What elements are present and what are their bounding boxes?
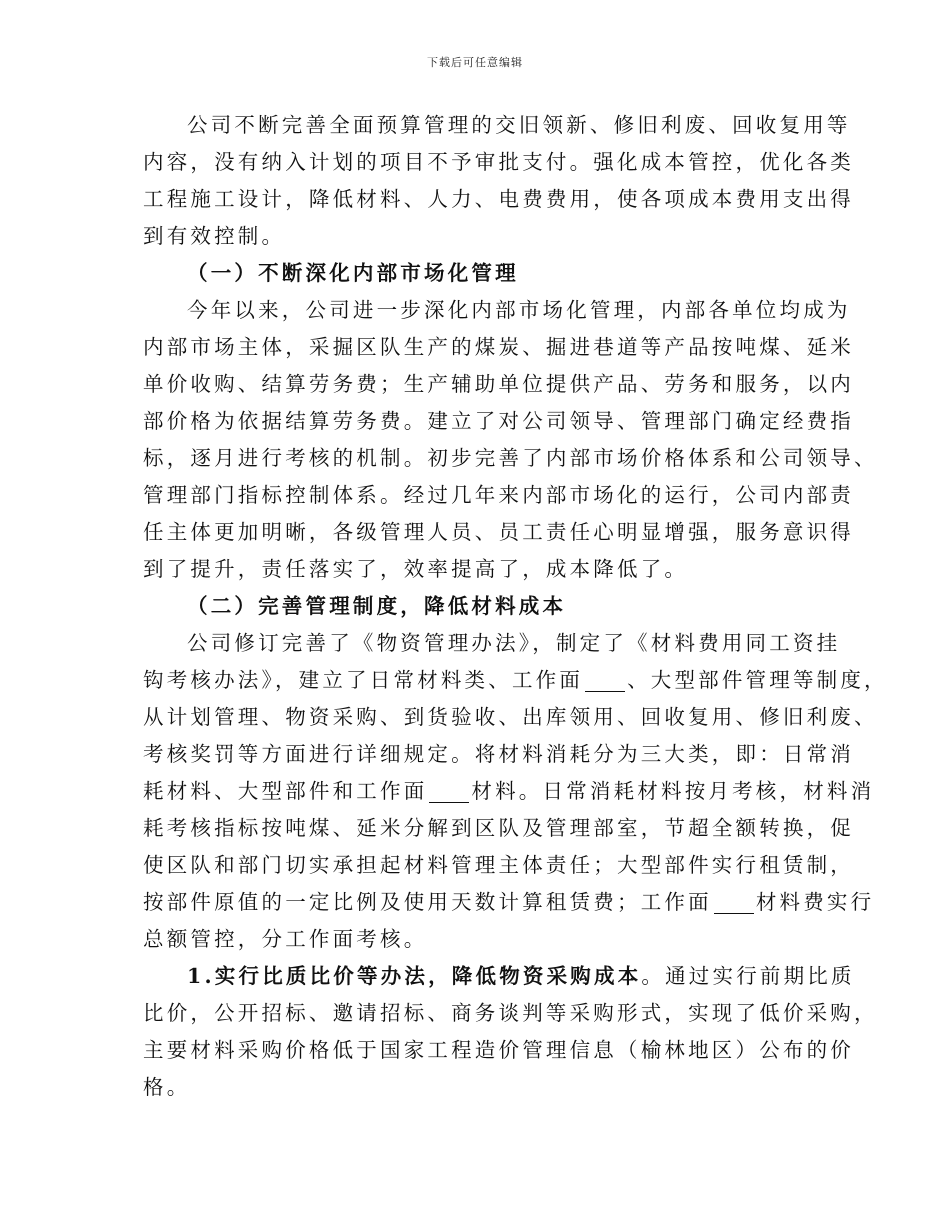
- text-line: [143, 884, 875, 921]
- paragraph-budget: [143, 107, 854, 255]
- text-line: [143, 773, 875, 810]
- text-segment: 、大型部件管理等制度，: [627, 668, 888, 692]
- text-segment: 钩考核办法》，建立了日常材料类、工作面: [143, 668, 584, 692]
- blank-underline: [714, 893, 754, 914]
- text-line: 耗考核指标按吨煤、延米分解到区队及管理部室，节超全额转换，促: [143, 816, 854, 840]
- text-line: 考核奖罚等方面进行详细规定。将材料消耗分为三大类，即：日常消: [143, 742, 854, 766]
- text-line: [143, 958, 855, 995]
- text-line: 比价，公开招标、邀请招标、商务谈判等采购形式，实现了低价采购，: [143, 1001, 878, 1025]
- text-segment: 材料费实行: [755, 890, 875, 914]
- text-line: 内部市场主体，采掘区队生产的煤炭、掘进巷道等产品按吨煤、延米: [143, 335, 854, 359]
- text-line: 工程施工设计，降低材料、人力、电费费用，使各项成本费用支出得: [143, 187, 854, 211]
- text-line: 内容，没有纳入计划的项目不予审批支付。强化成本管控，优化各类: [143, 150, 854, 174]
- blank-underline: [585, 671, 625, 692]
- text-segment: 材料。日常消耗材料按月考核，材料消: [471, 779, 875, 803]
- text-line: 到有效控制。: [143, 224, 286, 248]
- section-heading-2: （二）完善管理制度，降低材料成本: [187, 594, 567, 618]
- text-line: 使区队和部门切实承担起材料管理主体责任；大型部件实行租赁制，: [143, 853, 854, 877]
- text-line: 公司修订完善了《物资管理办法》，制定了《材料费用同工资挂: [187, 631, 841, 655]
- text-line: 从计划管理、物资采购、到货验收、出库领用、回收复用、修旧利废、: [143, 705, 878, 729]
- text-line: 总额管控，分工作面考核。: [143, 927, 428, 951]
- paragraph-materials: [143, 625, 888, 958]
- bold-lead-sentence: 1.实行比质比价等办法，降低物资采购成本: [187, 964, 642, 988]
- section-heading-1: （一）不断深化内部市场化管理: [187, 261, 519, 285]
- text-line: 公司不断完善全面预算管理的交旧领新、修旧利废、回收复用等: [187, 113, 851, 137]
- paragraph-procurement: [143, 958, 878, 1106]
- text-line: 到了提升，责任落实了，效率提高了，成本降低了。: [143, 557, 689, 581]
- text-line: [143, 662, 888, 699]
- blank-underline: [429, 782, 469, 803]
- text-line: 格。: [143, 1075, 191, 1099]
- paragraph-market: [143, 292, 878, 588]
- text-line: 任主体更加明晰，各级管理人员、员工责任心明显增强，服务意识得: [143, 520, 854, 544]
- page-header-note: 下载后可任意编辑: [427, 56, 523, 69]
- text-line: 主要材料采购价格低于国家工程造价管理信息（榆林地区）公布的价: [143, 1038, 854, 1062]
- text-segment: 耗材料、大型部件和工作面: [143, 779, 428, 803]
- text-line: 标，逐月进行考核的机制。初步完善了内部市场价格体系和公司领导、: [143, 446, 878, 470]
- text-segment: 。通过实行前期比质: [641, 964, 855, 988]
- text-line: 部价格为依据结算劳务费。建立了对公司领导、管理部门确定经费指: [143, 409, 854, 433]
- text-line: 单价收购、结算劳务费；生产辅助单位提供产品、劳务和服务，以内: [143, 372, 854, 396]
- text-segment: 按部件原值的一定比例及使用天数计算租赁费；工作面: [143, 890, 712, 914]
- text-line: 管理部门指标控制体系。经过几年来内部市场化的运行，公司内部责: [143, 483, 854, 507]
- text-line: 今年以来，公司进一步深化内部市场化管理，内部各单位均成为: [187, 298, 851, 322]
- document-body: [143, 107, 888, 1106]
